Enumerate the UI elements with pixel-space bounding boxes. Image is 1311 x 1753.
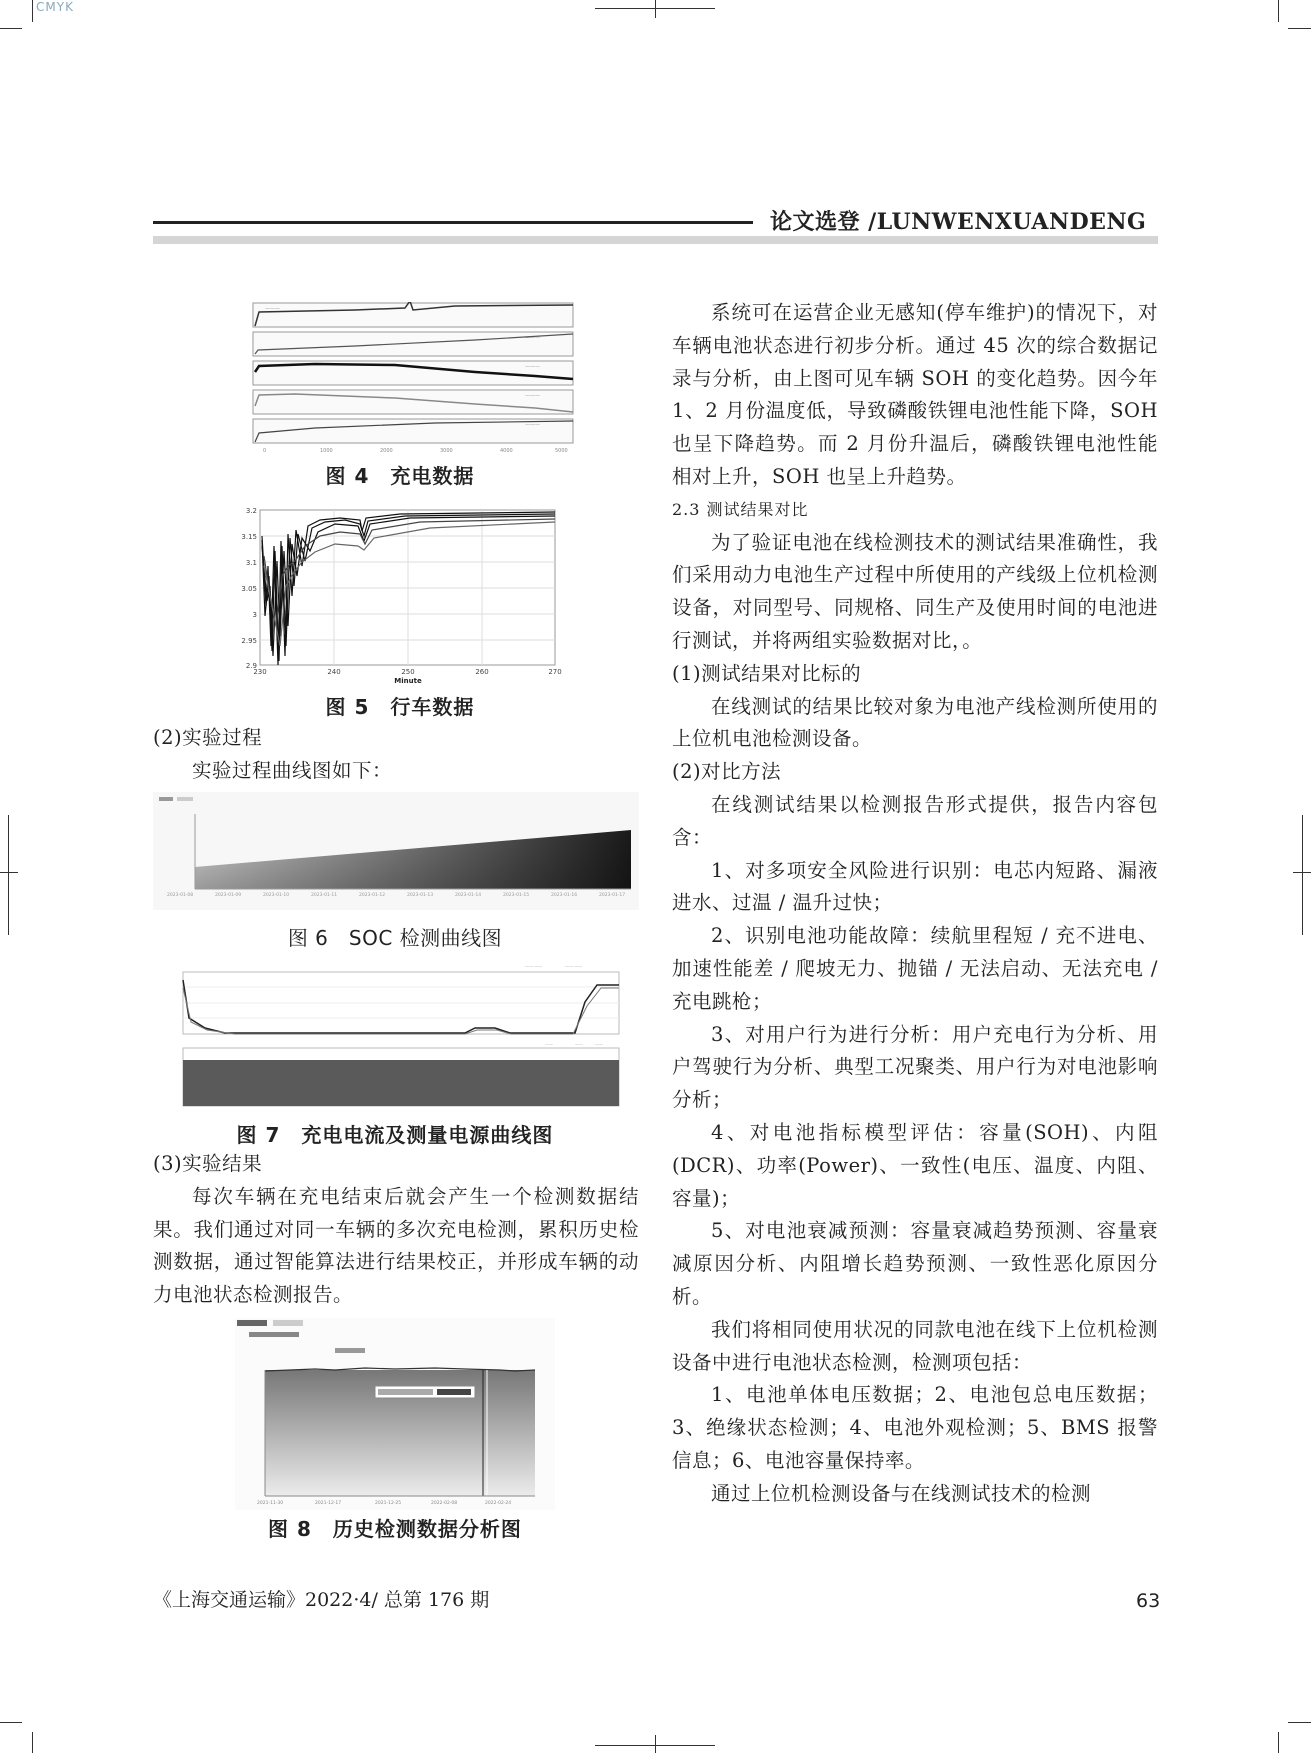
journal-citation: 《上海交通运输》2022·4/ 总第 176 期 — [153, 1589, 490, 1611]
x-tick-label: 230 — [253, 668, 267, 676]
figure-8-history-analysis — [235, 1318, 555, 1510]
figure-6-caption: 图 6 SOC 检测曲线图 — [287, 926, 503, 950]
crop-mark — [1278, 0, 1279, 22]
svg-text:2023-01-12: 2023-01-12 — [359, 893, 386, 898]
svg-text:——: —— — [545, 1042, 553, 1047]
experiment-result-text: 每次车辆在充电结束后就会产生一个检测数据结果。我们通过对同一车辆的多次充电检测，累积历史检测数据，通过智能算法进行结果校正，并形成车辆的动力电池状态检测报告。 — [153, 1184, 639, 1307]
subheading: (2)对比方法 — [672, 760, 782, 784]
list-item: 2、识别电池功能故障：续航里程短 / 充不进电、加速性能差 / 爬坡无力、抛锚 / 无法启动、无法充电 / 充电跳枪； — [672, 924, 1158, 1013]
svg-text:—— ——: —— —— — [525, 964, 543, 969]
paragraph: 在线测试的结果比较对象为电池产线检测所使用的上位机电池检测设备。 — [672, 694, 1158, 751]
crop-mark — [0, 1722, 22, 1723]
x-tick-label: 250 — [401, 668, 415, 676]
list-item: 4、对电池指标模型评估：容量(SOH)、内阻(DCR)、功率(Power)、一致性(电压、温度、内阻、容量)； — [672, 1120, 1158, 1210]
svg-text:———: ——— — [525, 335, 540, 341]
figure-4-caption: 图 4 充电数据 — [325, 464, 475, 488]
figure-6-soc-curve — [153, 792, 639, 910]
crop-mark — [1288, 1722, 1311, 1723]
paragraph: 为了验证电池在线检测技术的测试结果准确性，我们采用动力电池生产过程中所使用的产线级上位机检测设备，对同型号、同规格、同生产及使用时间的电池进行测试，并将两组实验数据对比，。 — [672, 530, 1158, 652]
svg-text:——: —— — [575, 1042, 583, 1047]
crop-mark — [1302, 815, 1303, 935]
svg-text:2023-01-11: 2023-01-11 — [311, 893, 338, 898]
figure-5-caption: 图 5 行车数据 — [325, 695, 475, 719]
experiment-result-heading: (3)实验结果 — [153, 1152, 263, 1175]
svg-text:2023-01-09: 2023-01-09 — [215, 893, 242, 898]
x-tick-label: 240 — [327, 668, 341, 676]
section-header: 论文选登 /LUNWENXUANDENG — [770, 209, 1147, 235]
figure-8-caption: 图 8 历史检测数据分析图 — [268, 1517, 522, 1541]
y-tick-label: 3.15 — [241, 533, 257, 541]
svg-text:1000: 1000 — [320, 448, 333, 454]
section-heading-2-3: 2.3 测试结果对比 — [672, 499, 809, 519]
cmyk-mark: CMYK — [36, 0, 74, 14]
list-item: 5、对电池衰减预测：容量衰减趋势预测、容量衰减原因分析、内阻增长趋势预测、一致性恶化原因分析。 — [672, 1219, 1158, 1308]
subheading: (1)测试结果对比标的 — [672, 661, 862, 685]
svg-text:———: ——— — [525, 422, 540, 428]
y-tick-label: 2.95 — [241, 637, 257, 645]
y-tick-label: 2.9 — [245, 662, 257, 670]
svg-text:2023-01-17: 2023-01-17 — [599, 893, 626, 898]
svg-text:2023-01-13: 2023-01-13 — [407, 893, 434, 898]
experiment-process-heading: (2)实验过程 — [153, 726, 263, 749]
svg-text:—— ——: —— —— — [565, 964, 583, 969]
experiment-process-text: 实验过程曲线图如下： — [192, 758, 393, 782]
figure-4-charging-data — [235, 302, 575, 454]
svg-text:2023-01-10: 2023-01-10 — [263, 893, 290, 898]
y-tick-label: 3.1 — [245, 559, 257, 567]
crop-mark — [32, 1732, 33, 1753]
x-tick-label: 260 — [475, 668, 489, 676]
list-item: 1、对多项安全风险进行识别：电芯内短路、漏液进水、过温 / 温升过快； — [672, 858, 1158, 915]
svg-text:2021-12-25: 2021-12-25 — [375, 1501, 402, 1506]
svg-text:5000: 5000 — [555, 448, 568, 454]
crop-mark — [655, 1735, 656, 1753]
svg-text:2023-01-08: 2023-01-08 — [167, 893, 194, 898]
crop-mark — [655, 0, 656, 18]
paragraph: 通过上位机检测设备与在线测试技术的检测 — [711, 1481, 1092, 1505]
svg-text:———: ——— — [525, 393, 540, 399]
svg-text:2022-02-24: 2022-02-24 — [485, 1501, 512, 1506]
voltage-area — [183, 1060, 619, 1106]
svg-text:2021-12-17: 2021-12-17 — [315, 1501, 342, 1506]
figure-7-caption: 图 7 充电电流及测量电源曲线图 — [236, 1123, 554, 1147]
svg-text:2022-02-08: 2022-02-08 — [431, 1501, 458, 1506]
x-axis-label: Minute — [394, 677, 422, 685]
crop-mark — [1288, 28, 1311, 29]
list-item: 3、对用户行为进行分析：用户充电行为分析、用户驾驶行为分析、典型工况聚类、用户行为对电池影响分析； — [672, 1022, 1158, 1112]
figure-7-charging-current — [165, 960, 625, 1110]
svg-text:3000: 3000 — [440, 448, 453, 454]
figure-5-driving-data — [240, 506, 565, 686]
y-tick-label: 3 — [252, 611, 257, 619]
x-tick-label: 270 — [548, 668, 562, 676]
svg-text:2000: 2000 — [380, 448, 393, 454]
paragraph: 在线测试结果以检测报告形式提供，报告内容包含： — [672, 792, 1158, 849]
y-tick-label: 3.2 — [245, 507, 257, 515]
header-shade — [153, 236, 1158, 244]
paragraph: 1、电池单体电压数据；2、电池包总电压数据；3、绝缘状态检测；4、电池外观检测；5、BMS 报警信息；6、电池容量保持率。 — [672, 1383, 1158, 1472]
svg-text:4000: 4000 — [500, 448, 513, 454]
crop-mark — [8, 815, 9, 935]
crop-mark — [0, 28, 22, 29]
svg-text:2021-11-30: 2021-11-30 — [257, 1501, 284, 1506]
svg-text:———: ——— — [265, 306, 280, 312]
crop-mark — [1278, 1732, 1279, 1753]
paragraph: 我们将相同使用状况的同款电池在线下上位机检测设备中进行电池状态检测，检测项包括： — [672, 1317, 1158, 1374]
y-tick-label: 3.05 — [241, 585, 257, 593]
paragraph: 系统可在运营企业无感知(停车维护)的情况下，对车辆电池状态进行初步分析。通过 45 次的综合数据记录与分析，由上图可见车辆 SOH 的变化趋势。因今年 1、2 月份温度低，导致磷酸铁锂电池性能下降，SOH 也呈下降趋势。而 2 月份升温后，磷酸铁锂电池性能相对上升，SOH 也呈上升趋势。 — [672, 301, 1158, 488]
crop-mark — [32, 0, 33, 22]
svg-text:2023-01-14: 2023-01-14 — [455, 893, 482, 898]
svg-text:2023-01-16: 2023-01-16 — [551, 893, 578, 898]
left-text-2 — [153, 1148, 639, 1312]
right-column — [672, 297, 1158, 1510]
page-number: 63 — [1136, 1590, 1161, 1612]
svg-text:——: —— — [595, 1042, 603, 1047]
header-rule — [153, 221, 753, 224]
svg-text:2023-01-15: 2023-01-15 — [503, 893, 530, 898]
left-text-1 — [153, 722, 639, 788]
crop-mark — [0, 872, 18, 873]
svg-text:———: ——— — [525, 364, 540, 370]
svg-text:0: 0 — [263, 448, 267, 454]
